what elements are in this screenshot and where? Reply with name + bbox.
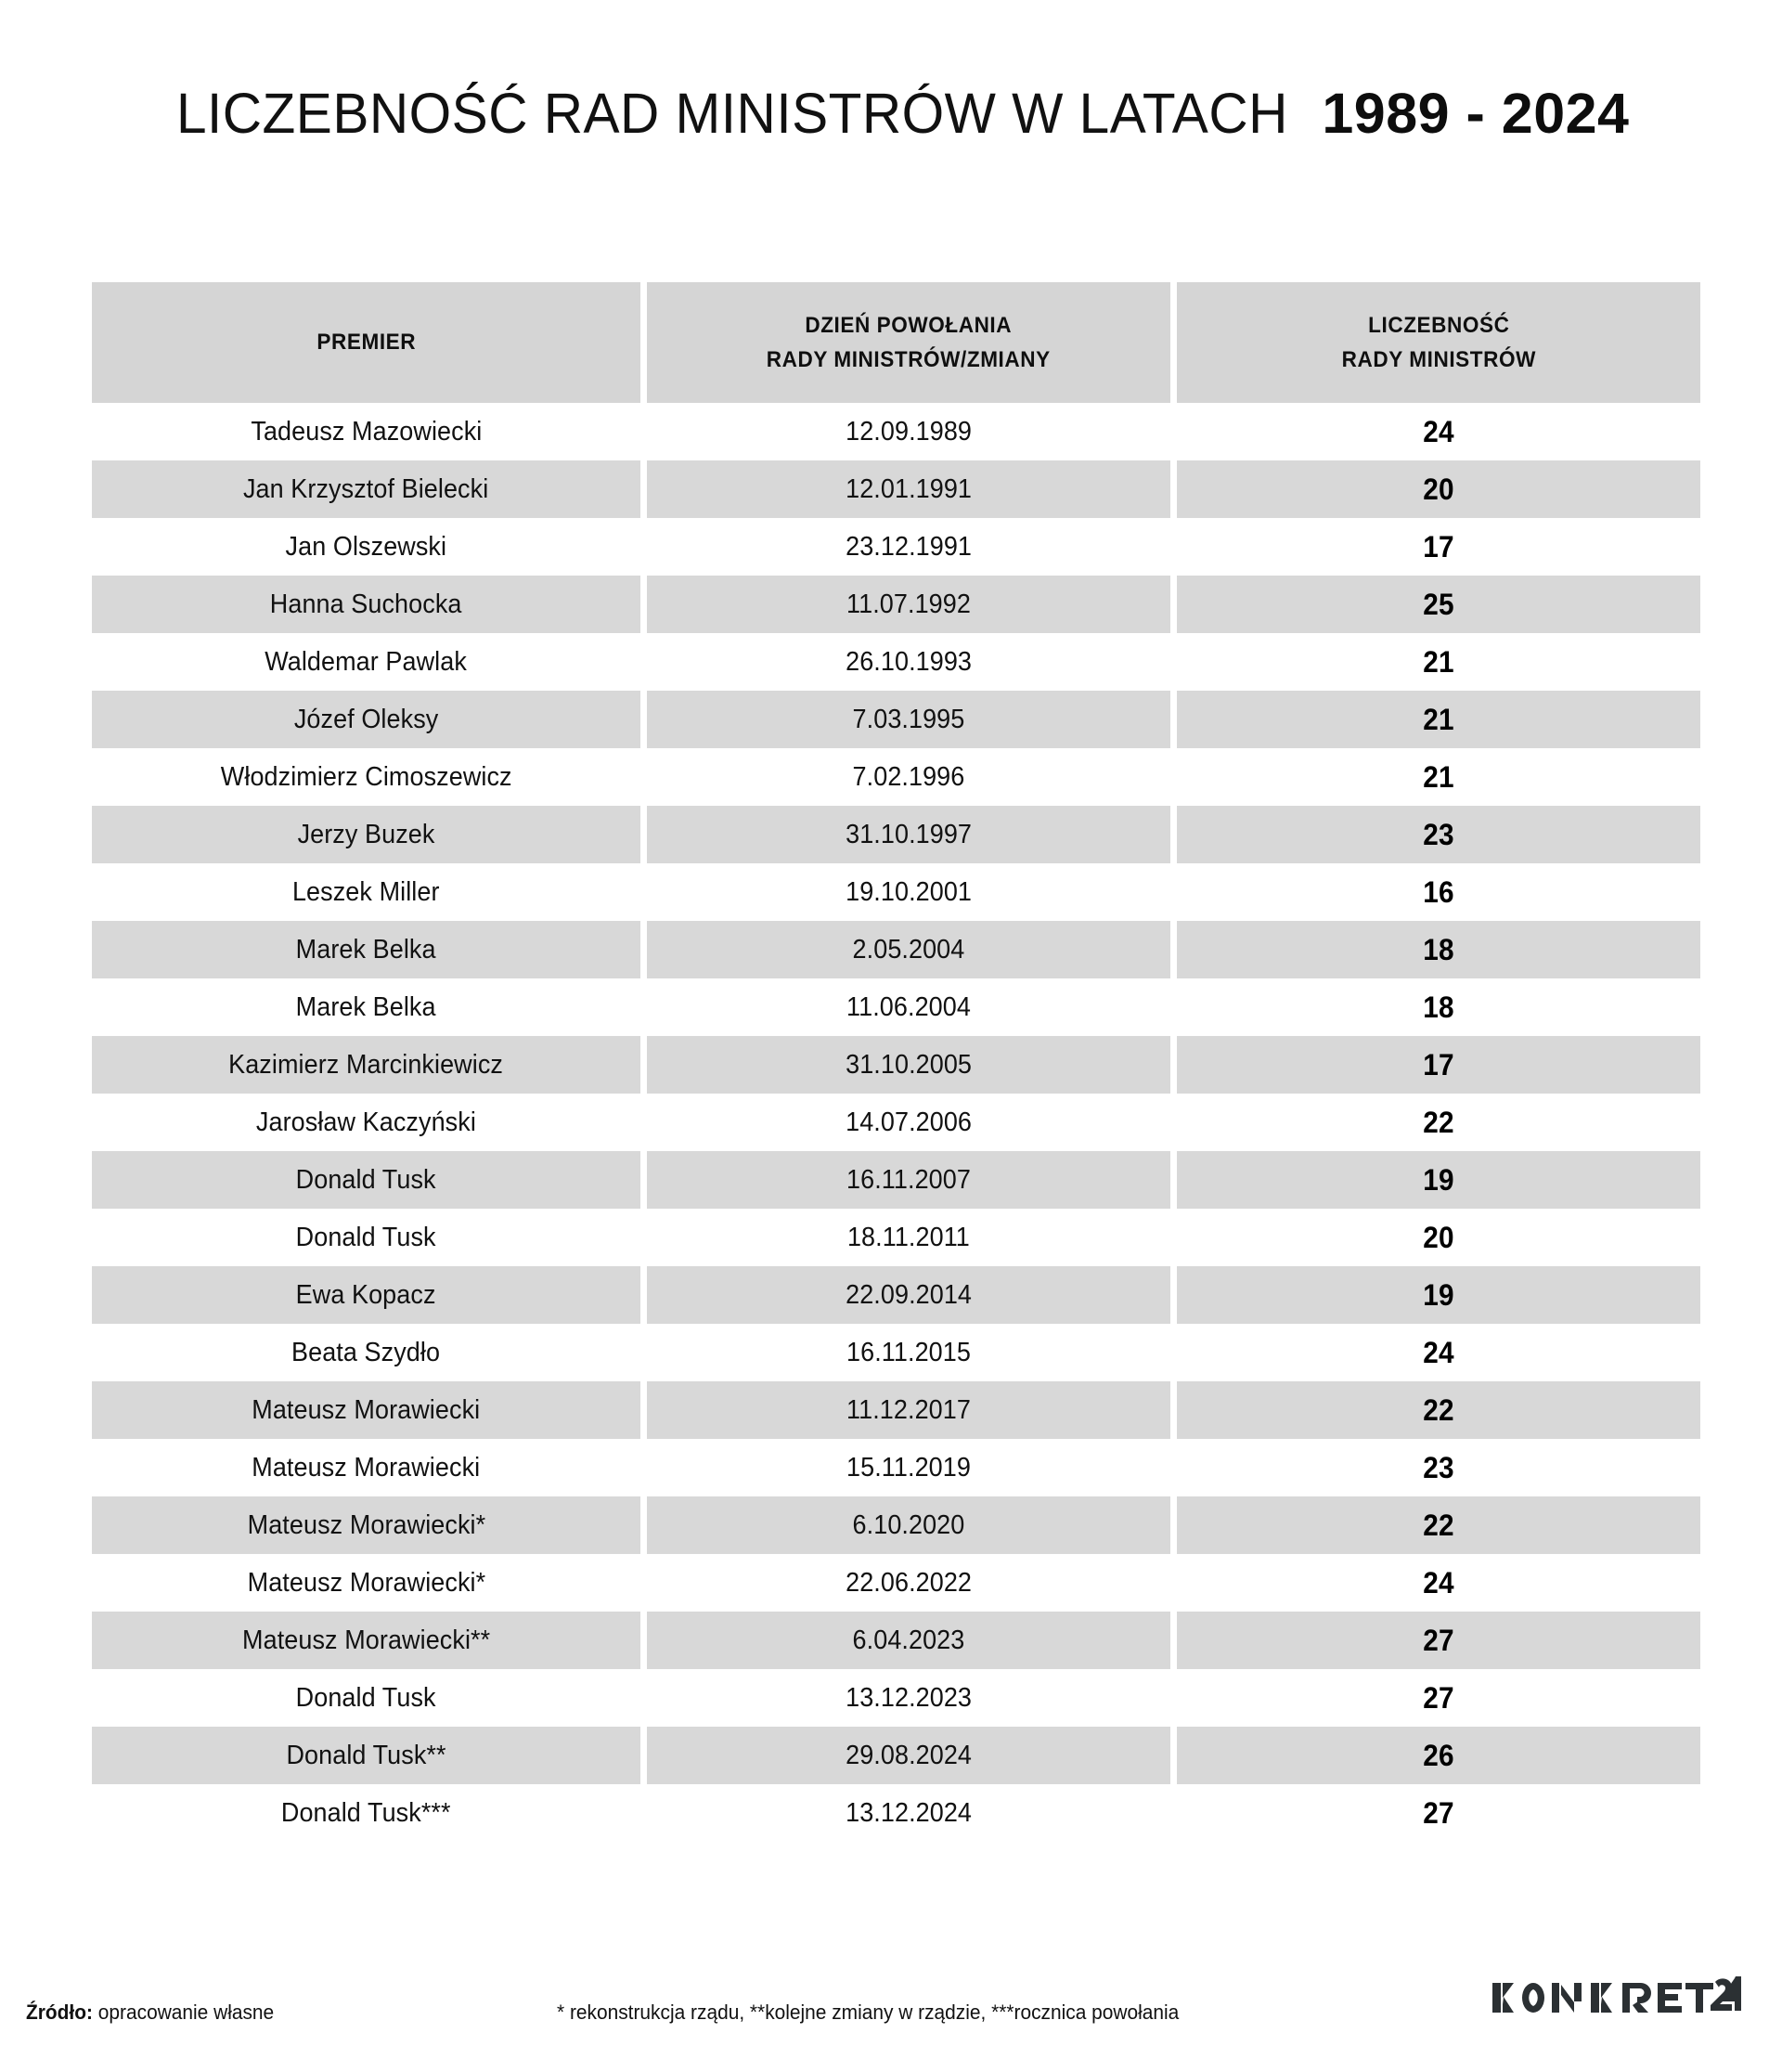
- row-divider-2: [1170, 576, 1177, 633]
- cell-premier: [92, 748, 640, 806]
- cell-premier-text: Marek Belka: [296, 934, 436, 965]
- cell-date: [647, 633, 1170, 691]
- table-row: [92, 1554, 1700, 1612]
- row-divider-1: [640, 1439, 647, 1496]
- row-divider-1: [640, 518, 647, 576]
- cell-premier: [92, 1496, 640, 1554]
- cell-count: [1177, 1151, 1700, 1209]
- cell-premier: [92, 863, 640, 921]
- row-divider-1: [640, 1209, 647, 1266]
- cell-count-text: 27: [1423, 1680, 1454, 1715]
- table-row: [92, 978, 1700, 1036]
- konkret24-logo: [1492, 1974, 1741, 2022]
- row-divider-2: [1170, 518, 1177, 576]
- table-row: [92, 1324, 1700, 1381]
- cell-date-text: 2.05.2004: [852, 934, 965, 965]
- cell-premier-text: Leszek Miller: [292, 876, 440, 907]
- table-row: [92, 1439, 1700, 1496]
- row-divider-1: [640, 1496, 647, 1554]
- cell-premier: [92, 518, 640, 576]
- row-divider-1: [640, 1381, 647, 1439]
- cell-premier-text: Mateusz Morawiecki: [252, 1394, 481, 1425]
- row-divider-2: [1170, 1496, 1177, 1554]
- cell-count-text: 17: [1423, 1047, 1454, 1081]
- cell-count-text: 24: [1423, 1565, 1454, 1599]
- cell-date-text: 16.11.2007: [846, 1164, 971, 1195]
- table-row: [92, 1727, 1700, 1784]
- cell-date-text: 22.06.2022: [846, 1567, 972, 1598]
- cell-date-text: 6.04.2023: [852, 1625, 965, 1655]
- cell-count: [1177, 1266, 1700, 1324]
- column-header-count-label: [1341, 308, 1535, 377]
- cell-premier-text: Jarosław Kaczyński: [255, 1107, 476, 1137]
- cell-date-text: 13.12.2023: [846, 1682, 972, 1713]
- cell-premier-text: Włodzimierz Cimoszewicz: [220, 761, 512, 792]
- cell-date-text: 7.03.1995: [852, 704, 965, 734]
- cell-premier-text: Mateusz Morawiecki**: [241, 1625, 491, 1655]
- cell-date: [647, 1266, 1170, 1324]
- row-divider-1: [640, 978, 647, 1036]
- cell-date: [647, 1669, 1170, 1727]
- cell-date: [647, 576, 1170, 633]
- column-header-date-label: [767, 308, 1051, 377]
- row-divider-2: [1170, 978, 1177, 1036]
- row-divider-1: [640, 1036, 647, 1094]
- cell-premier: [92, 978, 640, 1036]
- row-divider-2: [1170, 691, 1177, 748]
- row-divider-1: [640, 1094, 647, 1151]
- row-divider-2: [1170, 1784, 1177, 1842]
- column-header-date-line1: DZIEŃ POWOŁANIA: [805, 312, 1013, 338]
- cell-premier-text: Ewa Kopacz: [296, 1279, 436, 1310]
- column-header-premier-label: PREMIER: [316, 330, 416, 356]
- cell-count: [1177, 1496, 1700, 1554]
- row-divider-2: [1170, 1612, 1177, 1669]
- table-row: [92, 921, 1700, 978]
- page-title-years: 1989 - 2024: [1322, 82, 1630, 145]
- table-row: [92, 1784, 1700, 1842]
- table-row: [92, 1496, 1700, 1554]
- cell-date-text: 12.01.1991: [846, 473, 972, 504]
- row-divider-2: [1170, 403, 1177, 460]
- cell-premier: [92, 921, 640, 978]
- cell-premier: [92, 1669, 640, 1727]
- cell-premier-text: Mateusz Morawiecki*: [247, 1509, 485, 1540]
- cell-date-text: 11.07.1992: [846, 589, 971, 619]
- row-divider-2: [1170, 633, 1177, 691]
- table-row: [92, 863, 1700, 921]
- cell-date: [647, 1784, 1170, 1842]
- cell-premier-text: Donald Tusk***: [281, 1797, 451, 1828]
- legend-notes: * rekonstrukcja rządu, **kolejne zmiany w rządzie, ***rocznica powołania: [557, 2001, 1180, 2024]
- cell-count-text: 22: [1423, 1508, 1454, 1542]
- cell-date-text: 6.10.2020: [852, 1509, 965, 1540]
- cell-date: [647, 1612, 1170, 1669]
- cell-count: [1177, 1036, 1700, 1094]
- table-row: [92, 460, 1700, 518]
- cell-premier: [92, 1439, 640, 1496]
- cell-date: [647, 978, 1170, 1036]
- cell-date: [647, 691, 1170, 748]
- cell-count: [1177, 691, 1700, 748]
- cell-date: [647, 1036, 1170, 1094]
- table-row: [92, 1381, 1700, 1439]
- table-row: [92, 576, 1700, 633]
- row-divider-1: [640, 863, 647, 921]
- cell-premier-text: Donald Tusk: [296, 1222, 436, 1252]
- cell-premier: [92, 576, 640, 633]
- cell-count: [1177, 806, 1700, 863]
- cell-date-text: 7.02.1996: [852, 761, 965, 792]
- row-divider-2: [1170, 1554, 1177, 1612]
- cell-count: [1177, 460, 1700, 518]
- cell-premier: [92, 691, 640, 748]
- cell-date: [647, 1496, 1170, 1554]
- cell-premier: [92, 460, 640, 518]
- cell-count-text: 19: [1423, 1277, 1454, 1312]
- row-divider-1: [640, 403, 647, 460]
- cell-count-text: 27: [1423, 1795, 1454, 1830]
- cell-date-text: 31.10.1997: [846, 819, 972, 849]
- cell-premier-text: Jan Olszewski: [285, 531, 447, 562]
- row-divider-1: [640, 1324, 647, 1381]
- row-divider-2: [1170, 1036, 1177, 1094]
- cell-premier: [92, 1554, 640, 1612]
- cell-premier-text: Jerzy Buzek: [297, 819, 435, 849]
- row-divider-1: [640, 1669, 647, 1727]
- cell-premier: [92, 1324, 640, 1381]
- cell-premier: [92, 1266, 640, 1324]
- row-divider-1: [640, 1784, 647, 1842]
- cell-premier-text: Marek Belka: [296, 991, 436, 1022]
- cell-count-text: 22: [1423, 1392, 1454, 1427]
- cell-date-text: 16.11.2015: [846, 1337, 971, 1367]
- row-divider-2: [1170, 1266, 1177, 1324]
- row-divider-1: [640, 806, 647, 863]
- row-divider-2: [1170, 806, 1177, 863]
- cell-count-text: 23: [1423, 817, 1454, 851]
- row-divider-1: [640, 1612, 647, 1669]
- row-divider-2: [1170, 1324, 1177, 1381]
- table-row: [92, 1612, 1700, 1669]
- cell-date: [647, 1094, 1170, 1151]
- cell-count: [1177, 921, 1700, 978]
- cell-date-text: 29.08.2024: [846, 1740, 972, 1770]
- row-divider-1: [640, 1266, 647, 1324]
- row-divider-2: [1170, 460, 1177, 518]
- cell-count-text: 24: [1423, 1335, 1454, 1369]
- cell-premier: [92, 1209, 640, 1266]
- cell-count-text: 23: [1423, 1450, 1454, 1484]
- cell-date: [647, 806, 1170, 863]
- cell-premier: [92, 1036, 640, 1094]
- cell-date-text: 11.06.2004: [846, 991, 971, 1022]
- row-divider-2: [1170, 1209, 1177, 1266]
- cell-premier-text: Kazimierz Marcinkiewicz: [228, 1049, 504, 1080]
- cell-premier-text: Hanna Suchocka: [270, 589, 462, 619]
- ministers-table: [92, 282, 1700, 1842]
- cell-premier: [92, 1381, 640, 1439]
- table-row: [92, 403, 1700, 460]
- row-divider-2: [1170, 1094, 1177, 1151]
- cell-date-text: 12.09.1989: [846, 416, 972, 447]
- cell-premier: [92, 1151, 640, 1209]
- table-header-row: [92, 282, 1700, 403]
- cell-count: [1177, 1439, 1700, 1496]
- cell-date: [647, 1439, 1170, 1496]
- cell-date: [647, 1151, 1170, 1209]
- table-row: [92, 633, 1700, 691]
- cell-premier-text: Józef Oleksy: [293, 704, 439, 734]
- page-title: [0, 82, 1782, 145]
- cell-date: [647, 921, 1170, 978]
- row-divider-2: [1170, 1727, 1177, 1784]
- cell-premier-text: Beata Szydło: [291, 1337, 441, 1367]
- row-divider-1: [640, 633, 647, 691]
- cell-count: [1177, 1784, 1700, 1842]
- cell-count-text: 16: [1423, 874, 1454, 909]
- cell-count: [1177, 978, 1700, 1036]
- cell-date: [647, 1554, 1170, 1612]
- cell-premier-text: Donald Tusk: [296, 1682, 436, 1713]
- row-divider-1: [640, 748, 647, 806]
- row-divider-2: [1170, 1381, 1177, 1439]
- table-row: [92, 748, 1700, 806]
- cell-date-text: 13.12.2024: [846, 1797, 972, 1828]
- column-divider-1: [640, 282, 647, 403]
- cell-count: [1177, 403, 1700, 460]
- cell-premier: [92, 806, 640, 863]
- cell-count-text: 21: [1423, 759, 1454, 794]
- column-header-count: [1177, 282, 1700, 403]
- source-note: [26, 2001, 274, 2025]
- column-header-date: [647, 282, 1170, 403]
- cell-date: [647, 1381, 1170, 1439]
- row-divider-1: [640, 460, 647, 518]
- cell-date-text: 26.10.1993: [846, 646, 972, 677]
- cell-date: [647, 748, 1170, 806]
- cell-premier-text: Donald Tusk: [296, 1164, 436, 1195]
- cell-count: [1177, 1727, 1700, 1784]
- cell-date: [647, 518, 1170, 576]
- cell-date: [647, 1209, 1170, 1266]
- table-body: [92, 403, 1700, 1842]
- table-row: [92, 1094, 1700, 1151]
- row-divider-1: [640, 921, 647, 978]
- table-row: [92, 691, 1700, 748]
- cell-count: [1177, 1554, 1700, 1612]
- table-row: [92, 1036, 1700, 1094]
- cell-premier-text: Tadeusz Mazowiecki: [250, 416, 483, 447]
- cell-count-text: 24: [1423, 414, 1454, 448]
- page-title-main: LICZEBNOŚĆ RAD MINISTRÓW W LATACH: [175, 82, 1288, 145]
- column-header-count-line2: RADY MINISTRÓW: [1341, 347, 1536, 372]
- table-row: [92, 1151, 1700, 1209]
- cell-count-text: 20: [1423, 1220, 1454, 1254]
- row-divider-1: [640, 1554, 647, 1612]
- cell-date: [647, 1324, 1170, 1381]
- row-divider-2: [1170, 863, 1177, 921]
- table-row: [92, 518, 1700, 576]
- row-divider-2: [1170, 1669, 1177, 1727]
- cell-date-text: 31.10.2005: [846, 1049, 972, 1080]
- cell-count-text: 27: [1423, 1623, 1454, 1657]
- cell-count-text: 26: [1423, 1738, 1454, 1772]
- row-divider-2: [1170, 1151, 1177, 1209]
- source-label: Źródło:: [26, 2001, 93, 2024]
- cell-premier: [92, 1727, 640, 1784]
- cell-count: [1177, 1324, 1700, 1381]
- cell-premier: [92, 633, 640, 691]
- column-header-date-line2: RADY MINISTRÓW/ZMIANY: [767, 347, 1051, 372]
- row-divider-2: [1170, 748, 1177, 806]
- table-row: [92, 1266, 1700, 1324]
- cell-count-text: 25: [1423, 587, 1454, 621]
- cell-count: [1177, 863, 1700, 921]
- cell-date-text: 22.09.2014: [846, 1279, 972, 1310]
- cell-premier-text: Mateusz Morawiecki: [252, 1452, 481, 1483]
- cell-count-text: 22: [1423, 1105, 1454, 1139]
- cell-premier-text: Donald Tusk**: [286, 1740, 446, 1770]
- cell-count-text: 17: [1423, 529, 1454, 563]
- cell-count: [1177, 633, 1700, 691]
- cell-count: [1177, 576, 1700, 633]
- cell-count-text: 19: [1423, 1162, 1454, 1197]
- cell-count: [1177, 1209, 1700, 1266]
- cell-count-text: 21: [1423, 644, 1454, 679]
- row-divider-2: [1170, 1439, 1177, 1496]
- source-value: opracowanie własne: [92, 2001, 275, 2024]
- table-row: [92, 1669, 1700, 1727]
- cell-count: [1177, 1612, 1700, 1669]
- cell-date: [647, 863, 1170, 921]
- cell-premier-text: Jan Krzysztof Bielecki: [243, 473, 489, 504]
- cell-count-text: 18: [1423, 990, 1454, 1024]
- cell-count: [1177, 1669, 1700, 1727]
- column-header-premier: [92, 282, 640, 403]
- cell-premier: [92, 403, 640, 460]
- cell-date-text: 15.11.2019: [846, 1452, 971, 1483]
- cell-date-text: 18.11.2011: [847, 1222, 970, 1252]
- column-divider-2: [1170, 282, 1177, 403]
- cell-date: [647, 460, 1170, 518]
- row-divider-1: [640, 1727, 647, 1784]
- cell-date-text: 14.07.2006: [846, 1107, 972, 1137]
- row-divider-1: [640, 576, 647, 633]
- cell-premier: [92, 1784, 640, 1842]
- cell-count-text: 20: [1423, 472, 1454, 506]
- row-divider-1: [640, 1151, 647, 1209]
- cell-premier: [92, 1612, 640, 1669]
- column-header-count-line1: LICZEBNOŚĆ: [1367, 312, 1510, 338]
- cell-date-text: 11.12.2017: [846, 1394, 971, 1425]
- row-divider-1: [640, 691, 647, 748]
- row-divider-2: [1170, 921, 1177, 978]
- cell-date-text: 19.10.2001: [846, 876, 972, 907]
- cell-count-text: 21: [1423, 702, 1454, 736]
- cell-count: [1177, 748, 1700, 806]
- cell-premier: [92, 1094, 640, 1151]
- cell-date-text: 23.12.1991: [846, 531, 972, 562]
- table-row: [92, 1209, 1700, 1266]
- cell-count: [1177, 518, 1700, 576]
- cell-count-text: 18: [1423, 932, 1454, 966]
- cell-date: [647, 1727, 1170, 1784]
- cell-count: [1177, 1094, 1700, 1151]
- cell-count: [1177, 1381, 1700, 1439]
- cell-premier-text: Waldemar Pawlak: [265, 646, 468, 677]
- cell-date: [647, 403, 1170, 460]
- cell-premier-text: Mateusz Morawiecki*: [247, 1567, 485, 1598]
- table-row: [92, 806, 1700, 863]
